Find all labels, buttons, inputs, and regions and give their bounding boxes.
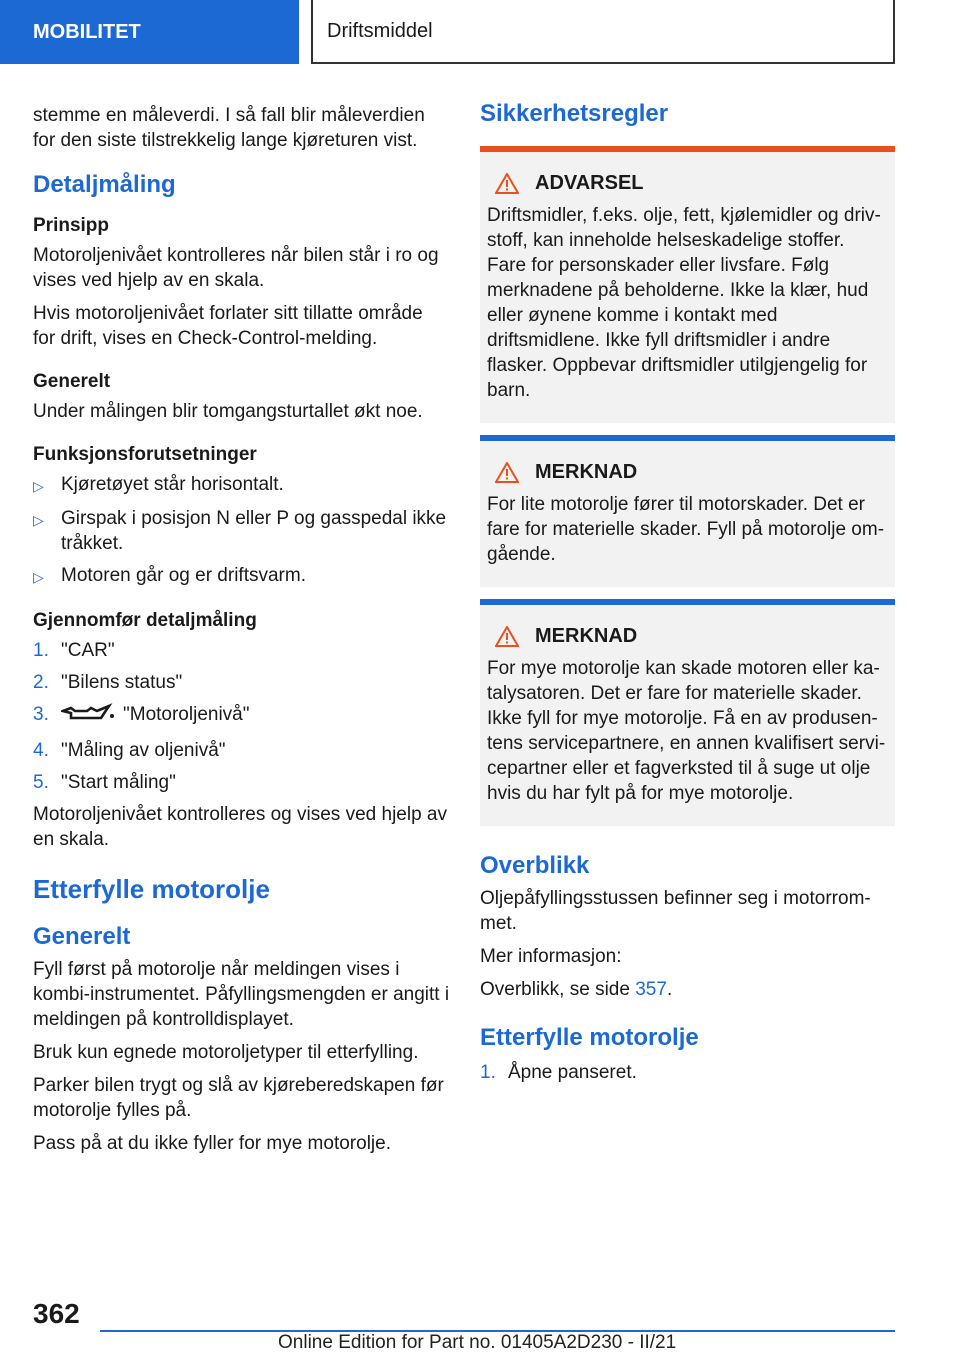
note-title-row xyxy=(495,461,888,484)
step-item xyxy=(33,770,450,795)
chapter-header xyxy=(311,0,895,64)
step-text: "Bilens status" xyxy=(61,672,183,693)
step-number: 2. xyxy=(33,672,49,693)
step-item xyxy=(33,638,450,663)
page-link[interactable]: 357 xyxy=(635,979,667,1000)
refill-paragraph-3: Parker bilen trygt og slå av kjøreberedskapen før motorolje fylles på. xyxy=(33,1075,444,1121)
refill-heading-right: Etterfylle motorolje xyxy=(480,1024,699,1051)
principle-paragraph-2: Hvis motoroljenivået forlater sitt tillatte område for drift, vises en Check-Control-melding. xyxy=(33,303,423,349)
section-tab xyxy=(0,0,299,64)
step-text: "Motoroljenivå" xyxy=(123,704,250,725)
overview-ref-prefix: Overblikk, se side xyxy=(480,979,636,1000)
note-box xyxy=(480,599,895,826)
conditions-heading: Funksjonsforutsetninger xyxy=(33,444,257,465)
step-number: 4. xyxy=(33,740,49,761)
step-number: 3. xyxy=(33,704,49,725)
note-title: MERKNAD xyxy=(535,461,638,483)
step-item xyxy=(33,738,450,763)
warning-triangle-icon xyxy=(495,173,519,194)
note-title-row xyxy=(495,625,888,648)
refill-paragraph-2: Bruk kun egnede motoroljetyper til etterfylling. xyxy=(33,1042,419,1063)
note-title: MERKNAD xyxy=(535,625,638,647)
warning-text: Driftsmidler, f.eks. olje, fett, kjølemidler og drivstoff, kan inneholde helseskadelige stoffer. Fare for personskader eller livsfare. Følg merknadene på beholderne. Ikke la klær, hud eller øynene komme i kontakt med driftsmidlene. Ikke fyll driftsmidler i andre flasker. Oppbevar driftsmidler utilgjengelig for barn. xyxy=(487,205,881,401)
perform-heading: Gjennomfør detaljmåling xyxy=(33,610,257,631)
safety-heading: Sikkerhetsregler xyxy=(480,100,669,127)
refill-paragraph-4: Pass på at du ikke fyller for mye motorolje. xyxy=(33,1133,391,1154)
general-paragraph: Under målingen blir tomgangsturtallet økt noe. xyxy=(33,401,423,422)
step-text: "Start måling" xyxy=(61,772,176,793)
refill-heading: Etterfylle motorolje xyxy=(33,874,270,904)
triangle-bullet-icon: ▷ xyxy=(33,569,44,585)
condition-item xyxy=(33,472,450,499)
right-column xyxy=(480,100,895,1092)
left-column xyxy=(33,103,450,1164)
warning-triangle-icon xyxy=(495,626,519,647)
condition-item xyxy=(33,506,450,556)
step-number: 1. xyxy=(33,640,49,661)
step-number: 1. xyxy=(480,1062,496,1083)
principle-paragraph-1: Motoroljenivået kontrolleres når bilen står i ro og vises ved hjelp av en skala. xyxy=(33,245,439,291)
oil-can-icon xyxy=(61,702,115,731)
triangle-bullet-icon: ▷ xyxy=(33,512,44,528)
overview-ref-suffix: . xyxy=(666,979,673,1000)
step-text: "CAR" xyxy=(61,640,115,661)
step-text: "Måling av oljenivå" xyxy=(61,740,226,761)
step-text: Åpne panseret. xyxy=(508,1062,637,1083)
overview-heading: Overblikk xyxy=(480,852,590,879)
note-text: For lite motorolje fører til motorskader. Det er fare for materielle skader. Fyll på motorolje omgående. xyxy=(487,494,885,565)
intro-paragraph: stemme en måleverdi. I så fall blir måleverdien for den siste tilstrekkelig lange kjøreturen vist. xyxy=(33,105,425,151)
more-info-label: Mer informasjon: xyxy=(480,946,622,967)
result-paragraph: Motoroljenivået kontrolleres og vises ved hjelp av en skala. xyxy=(33,804,447,850)
overview-paragraph: Oljepåfyllingsstussen befinner seg i motorrommet. xyxy=(480,888,871,934)
condition-text: Girspak i posisjon N eller P og gasspedal ikke tråkket. xyxy=(61,508,447,554)
condition-item xyxy=(33,563,450,590)
chapter-title: Driftsmiddel xyxy=(327,19,433,42)
condition-text: Motoren går og er driftsvarm. xyxy=(61,565,306,586)
triangle-bullet-icon: ▷ xyxy=(33,478,44,494)
warning-triangle-icon xyxy=(495,462,519,483)
refill-general-heading: Generelt xyxy=(33,923,131,950)
step-item xyxy=(33,670,450,695)
warning-title-row xyxy=(495,172,888,195)
note-box xyxy=(480,435,895,587)
general-heading: Generelt xyxy=(33,371,111,392)
page-number: 362 xyxy=(33,1298,80,1329)
overview-reference xyxy=(480,977,895,1002)
step-item xyxy=(480,1060,895,1085)
note-text: For mye motorolje kan skade motoren eller katalysatoren. Det er fare for materielle skader. Ikke fyll for mye motorolje. Få en av produsentens servicepartnere, en annen kvalifisert servicepartner eller et fagverksted til å suge ut olje hvis du har fylt på for mye motorolje. xyxy=(487,658,886,804)
step-number: 5. xyxy=(33,772,49,793)
detail-heading: Detaljmåling xyxy=(33,171,176,198)
condition-text: Kjøretøyet står horisontalt. xyxy=(61,474,284,495)
warning-box xyxy=(480,146,895,423)
section-title: MOBILITET xyxy=(33,20,141,43)
warning-title: ADVARSEL xyxy=(535,172,644,194)
principle-heading: Prinsipp xyxy=(33,215,110,236)
edition-footer: Online Edition for Part no. 01405A2D230 - II/21 xyxy=(278,1332,677,1353)
step-item xyxy=(33,702,450,731)
refill-paragraph-1: Fyll først på motorolje når meldingen vises i kombi-instrumentet. Påfyllingsmengden er angitt i meldingen på kontrolldisplayet. xyxy=(33,959,450,1030)
